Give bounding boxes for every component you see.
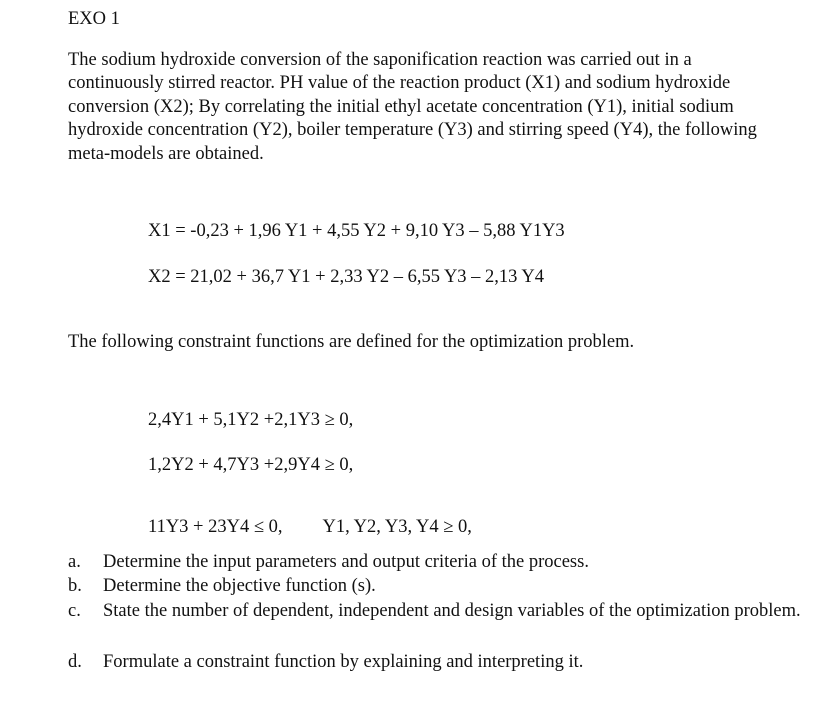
question-text: Determine the input parameters and output criteria of the process. [103, 552, 589, 572]
intro-line: conversion (X2); By correlating the initial ethyl acetate concentration (Y1), initial sodium [68, 96, 734, 117]
intro-line: meta-models are obtained. [68, 143, 264, 164]
intro-paragraph [68, 49, 818, 166]
intro-line: continuously stirred reactor. PH value of the reaction product (X1) and sodium hydroxide [68, 73, 731, 94]
intro-line: hydroxide concentration (Y2), boiler temperature (Y3) and stirring speed (Y4), the following [68, 120, 757, 141]
constraint-1: 2,4Y1 + 5,1Y2 +2,1Y3 ≥ 0, [148, 410, 354, 430]
question-text: Formulate a constraint function by explaining and interpreting it. [103, 652, 584, 672]
question-marker: d. [68, 652, 82, 672]
equation-x2: X2 = 21,02 + 36,7 Y1 + 2,33 Y2 – 6,55 Y3 – 2,13 Y4 [148, 267, 544, 287]
question-d [68, 651, 818, 673]
question-c [68, 600, 818, 646]
question-a [68, 551, 818, 573]
question-marker: b. [68, 576, 82, 596]
constraint-3: 11Y3 + 23Y4 ≤ 0, [148, 517, 283, 537]
question-text: State the number of dependent, independent and design variables of the optimization problem. [103, 601, 801, 621]
question-b [68, 575, 818, 597]
nonnegativity-constraint: Y1, Y2, Y3, Y4 ≥ 0, [322, 517, 472, 537]
question-marker: c. [68, 601, 81, 621]
constraint-3-row [148, 516, 472, 538]
constraints-intro: The following constraint functions are defined for the optimization problem. [68, 332, 635, 352]
question-text: Determine the objective function (s). [103, 576, 376, 596]
exercise-title: EXO 1 [68, 9, 120, 29]
intro-line: The sodium hydroxide conversion of the saponification reaction was carried out in a [68, 50, 692, 70]
question-marker: a. [68, 552, 81, 572]
equation-x1: X1 = -0,23 + 1,96 Y1 + 4,55 Y2 + 9,10 Y3 – 5,88 Y1Y3 [148, 221, 565, 241]
constraint-2: 1,2Y2 + 4,7Y3 +2,9Y4 ≥ 0, [148, 455, 354, 475]
